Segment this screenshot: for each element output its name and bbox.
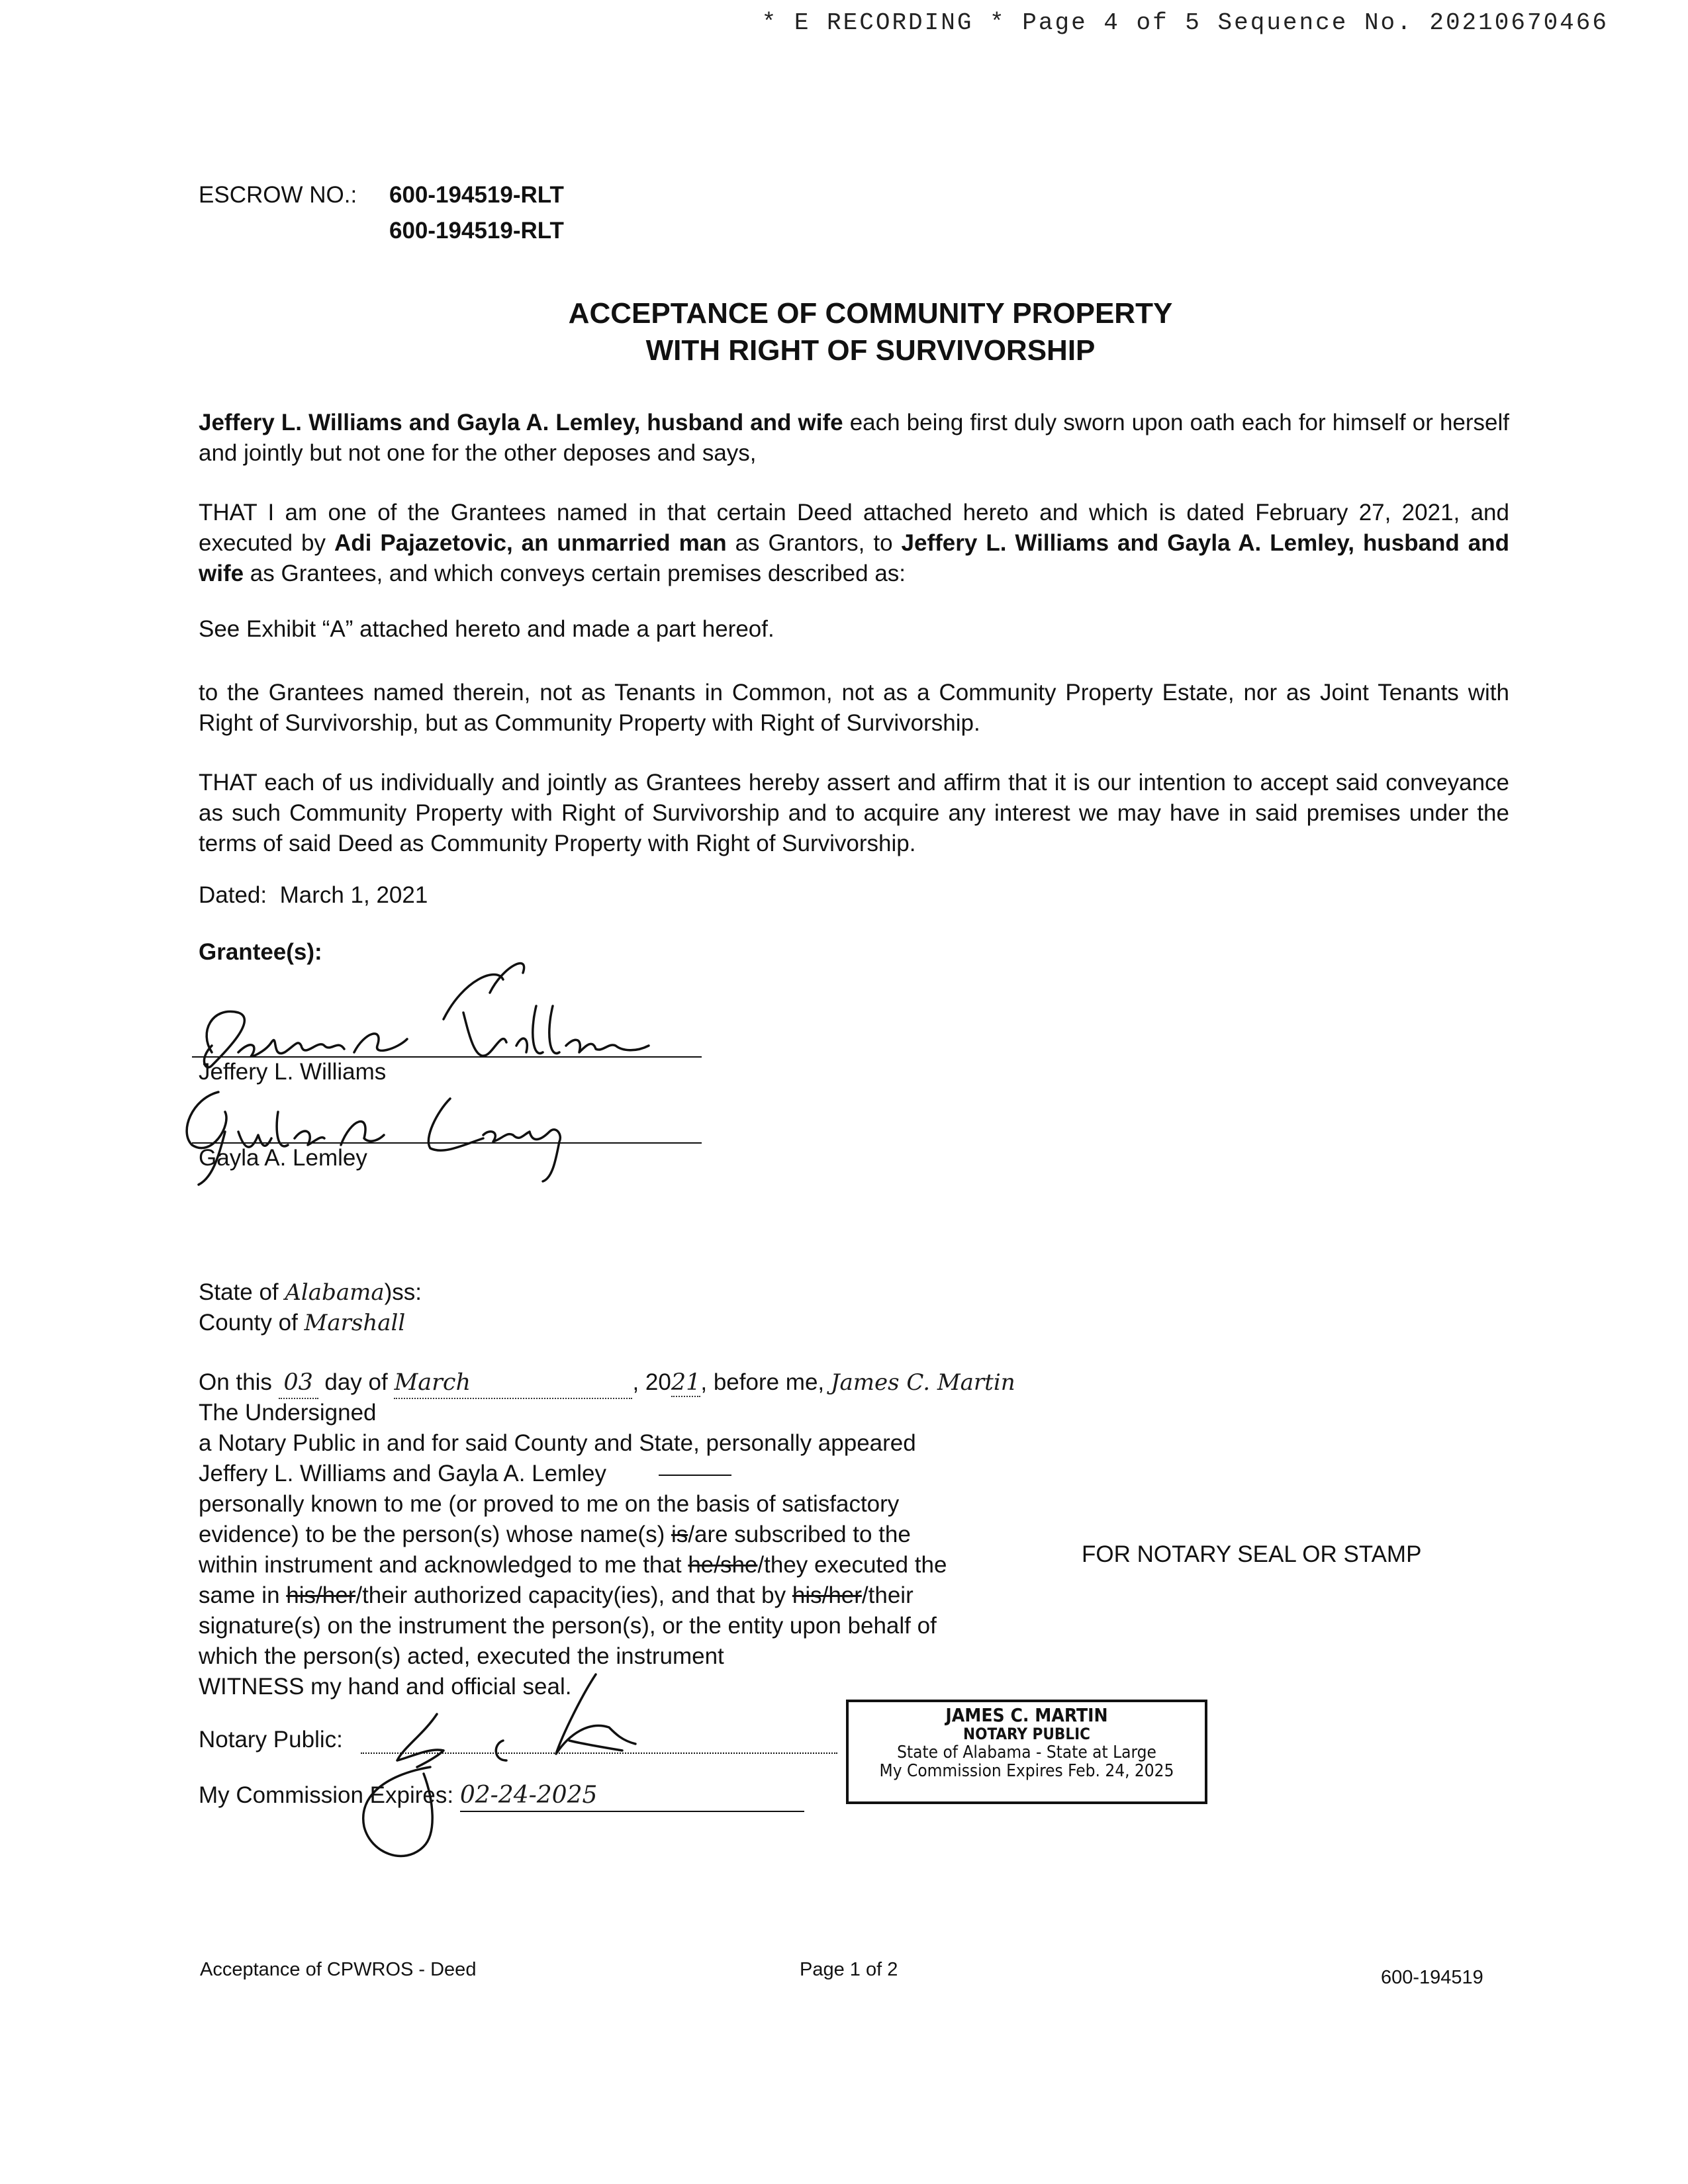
state-line bbox=[199, 1277, 422, 1308]
grantee-names: Jeffery L. Williams and Gayla A. Lemley, husband and wife bbox=[199, 530, 1509, 586]
escrow-number-2: 600-194519-RLT bbox=[389, 218, 564, 244]
grantee1-printed-name: Jeffery L. Williams bbox=[199, 1059, 387, 1085]
affirmation-paragraph: THAT each of us individually and jointly as Grantees hereby assert and affirm that it is our intention to accept said conveyance as such Community Property with Right of Survivorship and to acquire any interest we may have in said premises under the terms of said Deed as Community Property with Right of Survivorship. bbox=[199, 770, 1509, 856]
notary-line-d-text-2: /are subscribed to the bbox=[688, 1522, 911, 1547]
escrow-label: ESCROW NO.: bbox=[199, 182, 357, 208]
notary-public-label: Notary Public: bbox=[199, 1727, 343, 1752]
grantee2-printed-name: Gayla A. Lemley bbox=[199, 1145, 367, 1171]
notary-line-e-strike: he/she bbox=[688, 1552, 758, 1578]
state-value: Alabama bbox=[285, 1279, 385, 1306]
escrow-number-1: 600-194519-RLT bbox=[389, 182, 564, 208]
document-title-line2: WITH RIGHT OF SURVIVORSHIP bbox=[645, 334, 1096, 367]
state-label: State of bbox=[199, 1279, 279, 1305]
recording-header: * E RECORDING * Page 4 of 5 Sequence No. 20210670466 bbox=[761, 9, 1609, 36]
deponent-names: Jeffery L. Williams and Gayla A. Lemley, husband and wife bbox=[199, 410, 843, 435]
day-value: 03 bbox=[279, 1367, 318, 1399]
signature-gayla-lemley bbox=[172, 1072, 596, 1191]
county-line bbox=[199, 1308, 405, 1338]
day-of-label: day of bbox=[324, 1369, 388, 1395]
grantor-name: Adi Pajazetovic, an unmarried man bbox=[334, 530, 727, 556]
exhibit-paragraph: See Exhibit “A” attached hereto and made a part hereof. bbox=[199, 616, 774, 642]
county-label: County of bbox=[199, 1310, 298, 1336]
notary-line-f-strike-2: his/her bbox=[792, 1582, 862, 1608]
notary-line-f-text-1: same in bbox=[199, 1582, 287, 1608]
commission-value: 02-24-2025 bbox=[460, 1780, 804, 1812]
notary-line-d-text-1: evidence) to be the person(s) whose name(s) bbox=[199, 1522, 671, 1547]
tenancy-paragraph: to the Grantees named therein, not as Tenants in Common, not as a Community Property Estate, nor as Joint Tenants with Right of Survivorship, but as Community Property with Right of Survivorship. bbox=[199, 680, 1509, 736]
stamp-name: JAMES C. MARTIN bbox=[945, 1704, 1108, 1726]
stamp-expires: My Commission Expires Feb. 24, 2025 bbox=[879, 1761, 1174, 1781]
notary-stamp bbox=[846, 1700, 1207, 1804]
footer-left: Acceptance of CPWROS - Deed bbox=[200, 1959, 477, 1980]
grantees-label: Grantee(s): bbox=[199, 939, 322, 965]
seal-caption: FOR NOTARY SEAL OR STAMP bbox=[1082, 1541, 1422, 1567]
deponents-paragraph bbox=[199, 408, 1509, 469]
county-value: Marshall bbox=[304, 1310, 406, 1336]
notary-name-handwritten: James C. Martin bbox=[830, 1369, 1015, 1396]
notary-line-a: a Notary Public in and for said County and State, personally appeared bbox=[199, 1430, 916, 1456]
names-underline bbox=[659, 1475, 731, 1476]
deed-text-2: as Grantors, to bbox=[726, 530, 902, 556]
notary-line-f-text-3: /their bbox=[861, 1582, 914, 1608]
appeared-names: Jeffery L. Williams and Gayla A. Lemley bbox=[199, 1461, 606, 1486]
document-title-line1: ACCEPTANCE OF COMMUNITY PROPERTY bbox=[568, 297, 1173, 330]
commission-label: My Commission Expires: bbox=[199, 1782, 454, 1808]
notary-line-f-strike-1: his/her bbox=[286, 1582, 356, 1608]
notary-line-e-text-2: /they executed the bbox=[757, 1552, 947, 1578]
before-me-label: , before me, bbox=[700, 1369, 825, 1395]
deed-text-3: as Grantees, and which conveys certain premises described as: bbox=[244, 561, 906, 586]
notary-date-line bbox=[199, 1367, 1015, 1399]
month-value: March bbox=[394, 1367, 632, 1399]
deponents-text: each being first duly sworn upon oath each for himself or herself and jointly but not one for the other deposes and says, bbox=[199, 410, 1509, 466]
deed-paragraph bbox=[199, 498, 1509, 589]
notary-line-g: signature(s) on the instrument the person(s), or the entity upon behalf of bbox=[199, 1613, 937, 1639]
undersigned-line: The Undersigned bbox=[199, 1400, 377, 1426]
notary-line-e bbox=[199, 1550, 947, 1580]
notary-line-f-text-2: /their authorized capacity(ies), and that by bbox=[355, 1582, 792, 1608]
notary-line-f bbox=[199, 1580, 914, 1611]
notary-line-d-strike: is bbox=[671, 1522, 688, 1547]
year-prefix: , 20 bbox=[632, 1369, 671, 1395]
stamp-state: State of Alabama - State at Large bbox=[897, 1743, 1156, 1762]
footer-right: 600-194519 bbox=[1381, 1967, 1483, 1988]
witness-line: WITNESS my hand and official seal. bbox=[199, 1674, 572, 1700]
year-value: 21 bbox=[671, 1369, 701, 1396]
stamp-title: NOTARY PUBLIC bbox=[963, 1725, 1090, 1743]
notary-signature bbox=[344, 1668, 688, 1866]
dated-value: March 1, 2021 bbox=[279, 882, 428, 908]
ss-label: )ss: bbox=[384, 1279, 422, 1305]
notary-line-h: which the person(s) acted, executed the instrument bbox=[199, 1643, 724, 1669]
dated-line bbox=[199, 880, 428, 911]
on-this-label: On this bbox=[199, 1369, 272, 1395]
notary-line-e-text-1: within instrument and acknowledged to me that bbox=[199, 1552, 688, 1578]
commission-line bbox=[199, 1780, 804, 1812]
notary-line-d bbox=[199, 1520, 911, 1550]
footer-center: Page 1 of 2 bbox=[800, 1959, 898, 1980]
dated-label: Dated: bbox=[199, 882, 267, 908]
notary-line-c: personally known to me (or proved to me on the basis of satisfactory bbox=[199, 1491, 900, 1517]
deed-text-1: THAT I am one of the Grantees named in that certain Deed attached hereto and which is dated February 27, 2021, and executed by bbox=[199, 500, 1509, 556]
